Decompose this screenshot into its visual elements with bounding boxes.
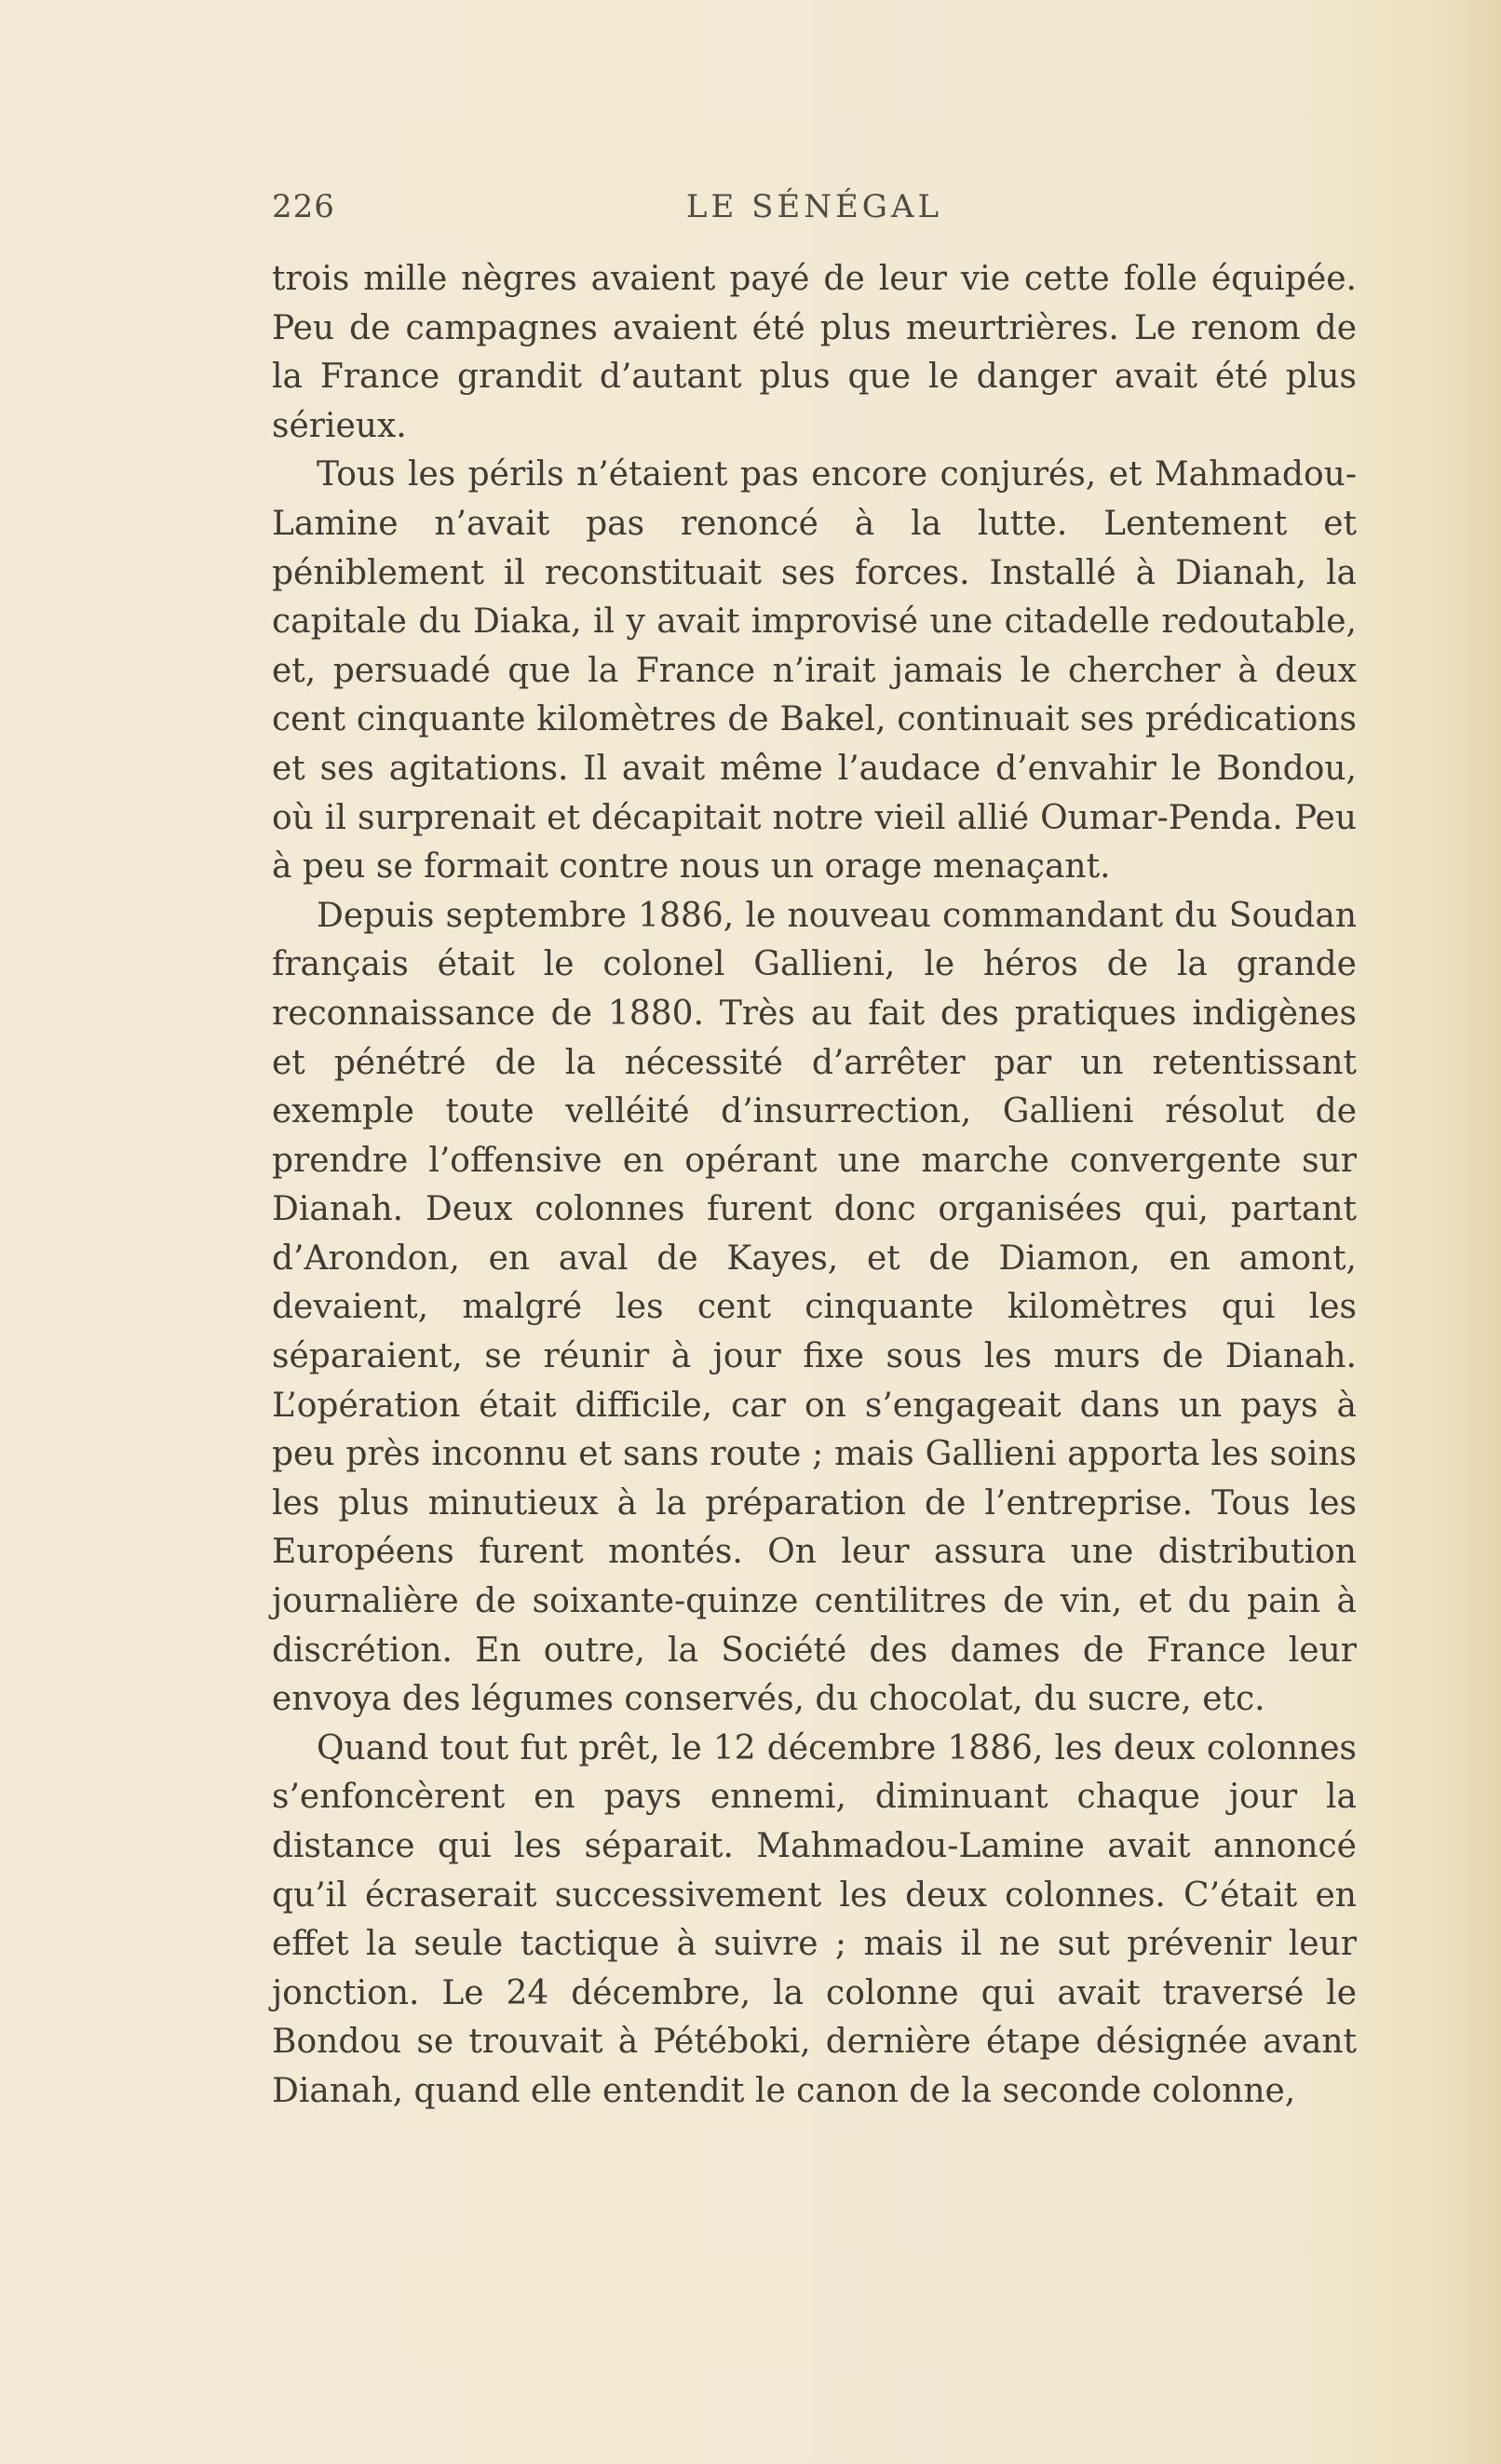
paragraph-4: Quand tout fut prêt, le 12 décembre 1886, les deux colonnes s’enfoncèrent en pays ennemi, diminuant chaque jour la distance qui les séparait. Mahmadou-Lamine avait annoncé qu’il écraserait successivement les deux colonnes. C’était en effet la seule tactique à suivre ; mais il ne sut prévenir leur jonction. Le 24 décembre, la colonne qui avait traversé le Bondou se trouvait à Pétéboki, dernière étape désignée avant Dianah, quand elle entendit le canon de la seconde colonne, <box>272 1728 1357 2110</box>
page-header <box>272 188 1357 237</box>
body-text <box>272 255 1357 2117</box>
paragraph-2: Tous les périls n’étaient pas encore conjurés, et Mahmadou-Lamine n’avait pas renoncé à la lutte. Lentement et péniblement il reconstituait ses forces. Installé à Dianah, la capitale du Diaka, il y avait improvisé une citadelle redoutable, et, persuadé que la France n’irait jamais le chercher à deux cent cinquante kilomètres de Bakel, continuait ses prédications et ses agitations. Il avait même l’audace d’envahir le Bondou, où il surprenait et décapitait notre vieil allié Oumar-Penda. Peu à peu se formait contre nous un orage menaçant. <box>272 455 1357 887</box>
paragraph-3: Depuis septembre 1886, le nouveau commandant du Soudan français était le colonel Gallieni, le héros de la grande reconnaissance de 1880. Très au fait des pratiques indigènes et pénétré de la nécessité d’arrêter par un retentissant exemple toute velléité d’insurrection, Gallieni résolut de prendre l’offensive en opérant une marche convergente sur Dianah. Deux colonnes furent donc organisées qui, partant d’Arondon, en aval de Kayes, et de Diamon, en amont, devaient, malgré les cent cinquante kilomètres qui les séparaient, se réunir à jour fixe sous les murs de Dianah. L’opération était difficile, car on s’engageait dans un pays à peu près inconnu et sans route ; mais Gallieni apporta les soins les plus minutieux à la préparation de l’entreprise. Tous les Européens furent montés. On leur assura une distribution journalière de soixante-quinze centilitres de vin, et du pain à discrétion. En outre, la Société des dames de France leur envoya des légumes conservés, du chocolat, du sucre, etc. <box>272 896 1357 1719</box>
page-number: 226 <box>272 188 335 225</box>
running-title: LE SÉNÉGAL <box>685 188 943 225</box>
paragraph-1: trois mille nègres avaient payé de leur vie cette folle équipée. Peu de campagnes avaient été plus meurtrières. Le renom de la France grandit d’autant plus que le danger avait été plus sérieux. <box>272 260 1357 445</box>
